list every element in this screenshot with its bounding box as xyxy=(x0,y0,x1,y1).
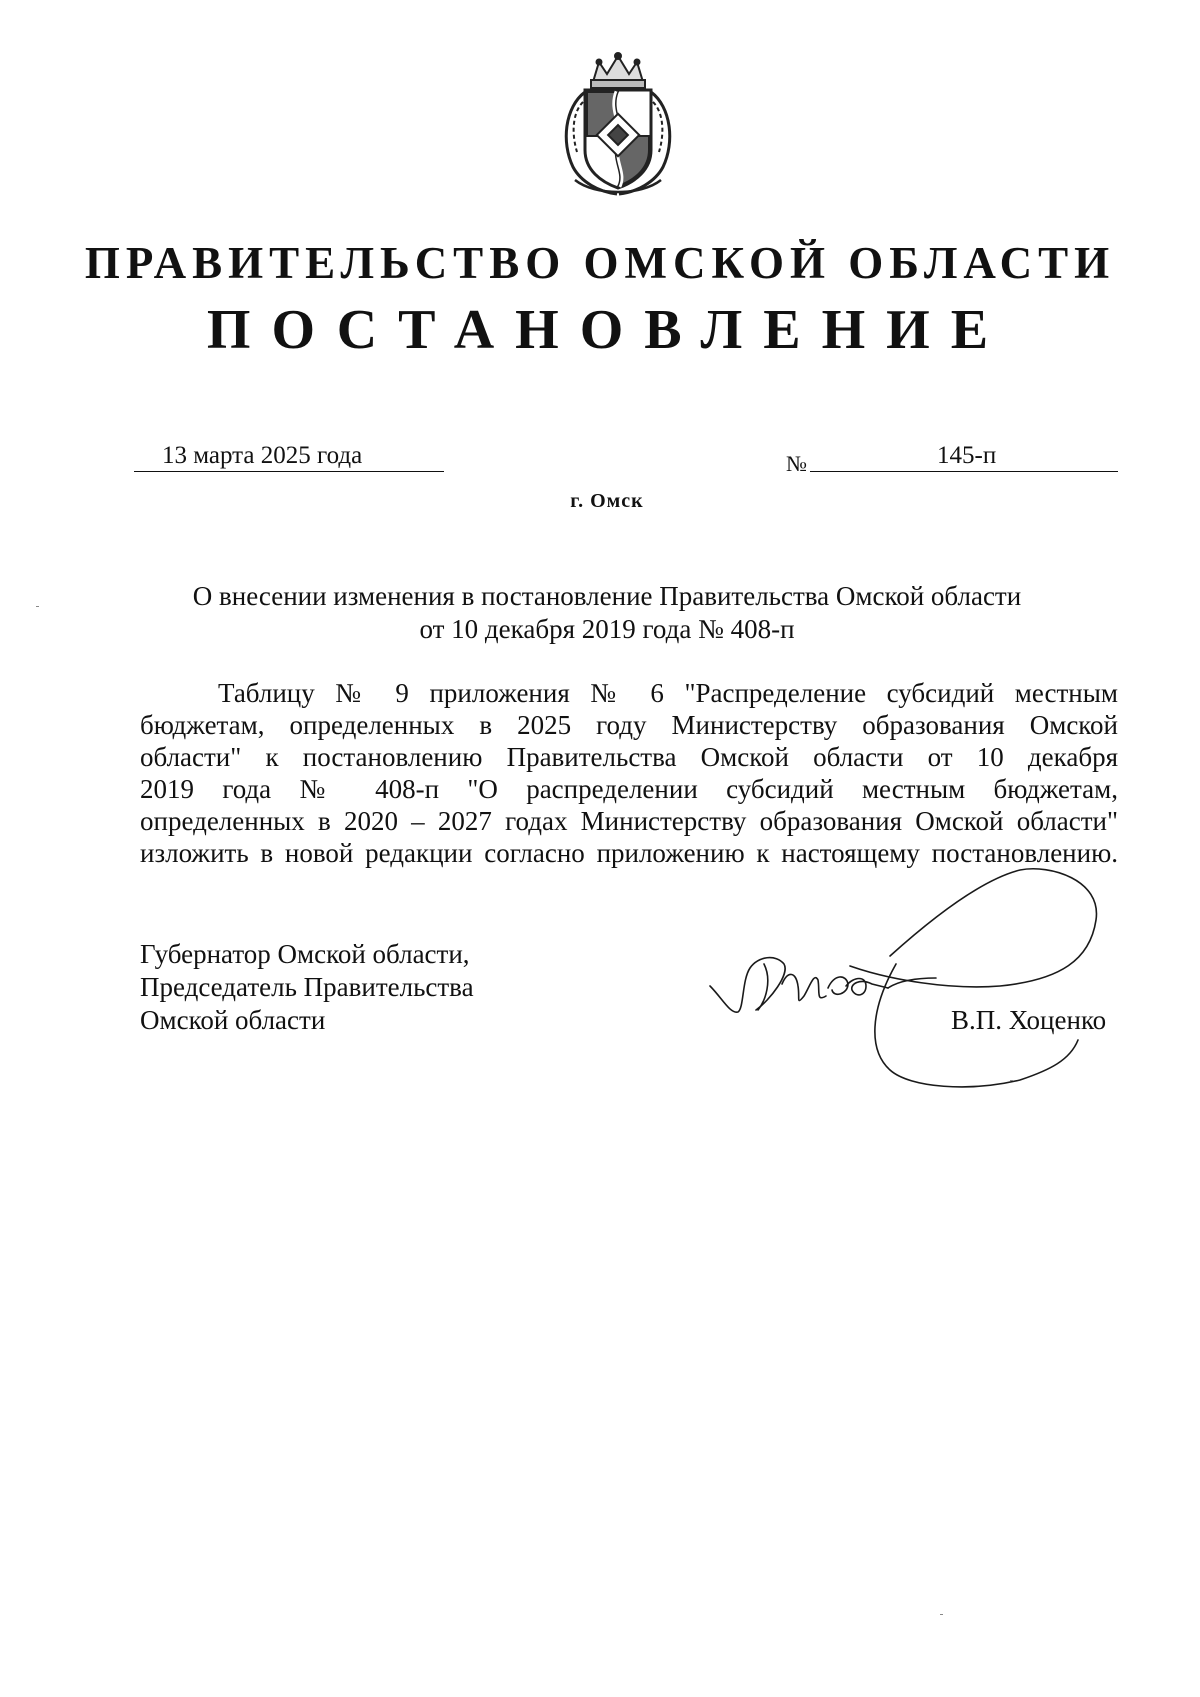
date-field xyxy=(134,441,444,472)
signer-name: В.П. Хоценко xyxy=(951,1005,1107,1035)
scan-speck xyxy=(36,606,39,607)
organization-title: ПРАВИТЕЛЬСТВО ОМСКОЙ ОБЛАСТИ xyxy=(84,238,1116,288)
role-line: Губернатор Омской области, xyxy=(140,939,470,969)
number-sign: № xyxy=(786,451,807,476)
document-date: 13 марта 2025 года xyxy=(162,442,363,469)
subject-line-2: от 10 декабря 2019 года № 408-п xyxy=(419,614,795,644)
number-field xyxy=(810,441,1118,472)
subject-line-1: О внесении изменения в постановление Правительства Омской области xyxy=(192,581,1022,611)
document-type-title: ПОСТАНОВЛЕНИЕ xyxy=(206,299,1010,361)
role-line: Председатель Правительства xyxy=(140,972,474,1002)
body-line: бюджетам, определенных в 2025 году Министерству образования Омской xyxy=(140,710,1118,740)
body-line: области" к постановлению Правительства Омской области от 10 декабря xyxy=(140,742,1118,772)
scan-speck xyxy=(940,1614,943,1615)
body-line: 2019 года № 408-п "О распределении субсидий местным бюджетам, xyxy=(140,774,1118,804)
body-paragraph xyxy=(140,677,1118,869)
role-line: Омской области xyxy=(140,1005,326,1035)
body-line: изложить в новой редакции согласно приложению к настоящему постановлению. xyxy=(140,838,1118,868)
document-number: 145-п xyxy=(937,442,997,469)
signatory-role xyxy=(140,938,474,1037)
signature-icon xyxy=(700,860,1120,1100)
coat-of-arms-icon xyxy=(555,52,681,198)
body-line: определенных в 2020 – 2027 годах Министерству образования Омской области" xyxy=(140,806,1118,836)
body-line: Таблицу № 9 приложения № 6 "Распределение субсидий местным xyxy=(218,678,1118,708)
document-subject xyxy=(0,580,1200,646)
city-label: г. Омск xyxy=(570,490,644,512)
scan-speck xyxy=(1010,1080,1013,1081)
